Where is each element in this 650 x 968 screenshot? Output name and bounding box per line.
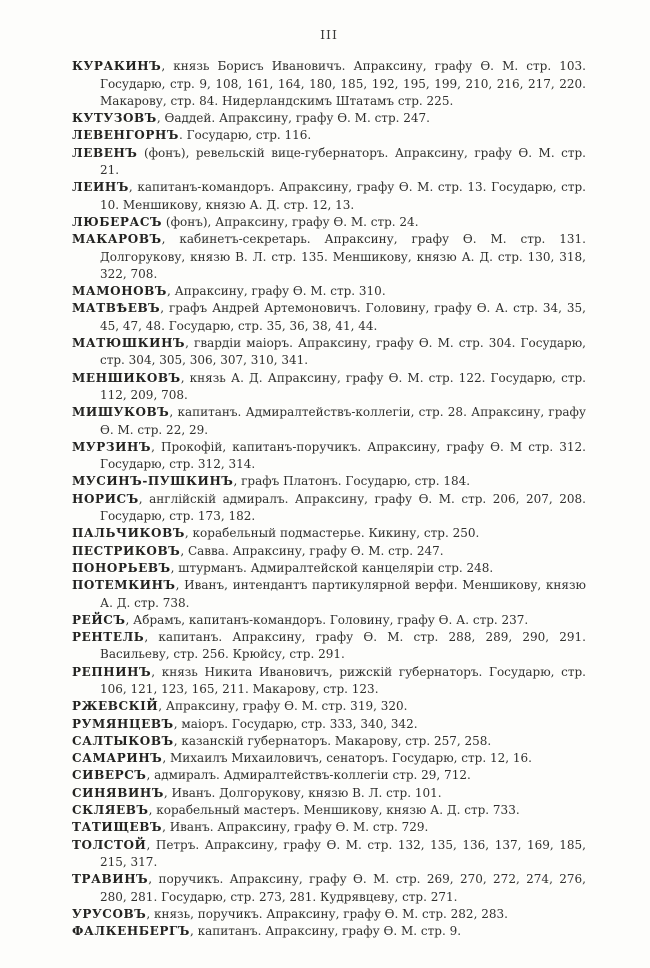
entry-headword: НОРИСЪ <box>72 491 139 506</box>
entry-text: , Петръ. Апраксину, графу Ѳ. М. стр. 132, 135, 136, 137, 169, 185, 215, 317. <box>100 837 586 869</box>
entry-headword: ТРАВИНЪ <box>72 872 149 887</box>
page-number: III <box>320 27 338 42</box>
index-entries <box>72 58 586 940</box>
entry-headword: РЕНТЕЛЬ <box>72 630 145 645</box>
index-entry <box>72 612 586 629</box>
entry-headword: МАТВѢЕВЪ <box>72 301 161 316</box>
entry-headword: ПОНОРЬЕВЪ <box>72 560 171 575</box>
entry-text: (фонъ), Апраксину, графу Ѳ. М. стр. 24. <box>162 214 419 229</box>
entry-headword: ЛЕИНЪ <box>72 180 129 195</box>
entry-headword: МЕНШИКОВЪ <box>72 370 181 385</box>
entry-text: , князь Борисъ Ивановичъ. Апраксину, графу Ѳ. М. стр. 103. Государю, стр. 9, 108, 161, 164, 180, 185, 192, 195, 199, 210, 216, 217, 220. Макарову, стр. 84. Нидерландскимъ Штатамъ стр. 225. <box>100 59 586 108</box>
entry-headword: КУТУЗОВЪ <box>72 111 157 126</box>
entry-text: , Апраксину, графу Ѳ. М. стр. 310. <box>167 284 386 299</box>
entry-text: , капитанъ. Апраксину, графу Ѳ. М. стр. 9. <box>189 924 462 939</box>
entry-headword: ЛЕВЕНЪ <box>72 145 138 160</box>
entry-text: , князь, поручикъ. Апраксину, графу Ѳ. М. стр. 282, 283. <box>146 906 508 921</box>
index-entry <box>72 214 586 231</box>
index-entry <box>72 110 586 127</box>
entry-headword: РЖЕВСКІЙ <box>72 699 159 714</box>
entry-text: , Абрамъ, капитанъ-командоръ. Головину, графу Ѳ. А. стр. 237. <box>125 612 529 627</box>
index-entry <box>72 767 586 784</box>
entry-text: , князь А. Д. Апраксину, графу Ѳ. М. стр. 122. Государю, стр. 112, 209, 708. <box>100 370 586 402</box>
index-entry <box>72 716 586 733</box>
entry-headword: САЛТЫКОВЪ <box>72 733 174 748</box>
entry-text: , графъ Андрей Артемоновичъ. Головину, графу Ѳ. А. стр. 34, 35, 45, 47, 48. Государю, стр. 35, 36, 38, 41, 44. <box>100 301 586 333</box>
entry-headword: МУРЗИНЪ <box>72 439 152 454</box>
index-entry <box>72 473 586 490</box>
entry-headword: ПАЛЬЧИКОВЪ <box>72 526 185 541</box>
entry-headword: РЕПНИНЪ <box>72 664 152 679</box>
entry-headword: СКЛЯЕВЪ <box>72 803 149 818</box>
entry-text: , Иванъ. Долгорукову, князю В. Л. стр. 101. <box>163 785 442 800</box>
entry-text: , графъ Платонъ. Государю, стр. 184. <box>233 474 471 489</box>
entry-text: , князь Никита Ивановичъ, рижскій губернаторъ. Государю, стр. 106, 121, 123, 165, 211. Макарову, стр. 123. <box>100 664 586 696</box>
index-entry <box>72 733 586 750</box>
entry-text: , капитанъ. Апраксину, графу Ѳ. М. стр. 288, 289, 290, 291. Васильеву, стр. 256. Крюйсу, стр. 291. <box>100 630 586 662</box>
index-entry <box>72 525 586 542</box>
entry-text: , корабельный подмастерье. Кикину, стр. 250. <box>184 526 480 541</box>
entry-headword: УРУСОВЪ <box>72 906 147 921</box>
entry-text: , англійскій адмиралъ. Апраксину, графу Ѳ. М. стр. 206, 207, 208. Государю, стр. 173, 182. <box>100 491 586 524</box>
index-entry <box>72 543 586 560</box>
index-entry <box>72 560 586 577</box>
index-entry <box>72 127 586 144</box>
index-entry <box>72 923 586 940</box>
entry-headword: МАМОНОВЪ <box>72 284 168 299</box>
index-entry <box>72 491 586 526</box>
index-entry <box>72 819 586 836</box>
entry-text: , казанскій губернаторъ. Макарову, стр. 257, 258. <box>173 733 492 748</box>
entry-headword: МАТЮШКИНЪ <box>72 336 186 351</box>
index-entry <box>72 370 586 405</box>
entry-headword: РУМЯНЦЕВЪ <box>72 716 174 731</box>
entry-text: , поручикъ. Апраксину, графу Ѳ. М. стр. 269, 270, 272, 274, 276, 280, 281. Государю, стр. 273, 281. Кудрявцеву, стр. 271. <box>100 872 586 904</box>
entry-text: , гвардіи маіоръ. Апраксину, графу Ѳ. М. стр. 304. Государю, стр. 304, 305, 306, 307, 310, 341. <box>100 336 586 368</box>
entry-text: , Савва. Апраксину, графу Ѳ. М. стр. 247. <box>180 543 444 558</box>
entry-text: , капитанъ. Адмиралтействъ-коллегіи, стр. 28. Апраксину, графу Ѳ. М. стр. 22, 29. <box>100 405 586 437</box>
index-entry <box>72 802 586 819</box>
entry-text: , адмиралъ. Адмиралтействъ-коллегіи стр. 29, 712. <box>146 768 471 783</box>
entry-text: , Ѳаддей. Апраксину, графу Ѳ. М. стр. 247. <box>156 111 430 126</box>
index-entry <box>72 439 586 474</box>
index-entry <box>72 404 586 439</box>
entry-text: , Апраксину, графу Ѳ. М. стр. 319, 320. <box>158 699 408 714</box>
entry-headword: МАКАРОВЪ <box>72 232 162 247</box>
entry-text: (фонъ), ревельскій вице-губернаторъ. Апраксину, графу Ѳ. М. стр. 21. <box>100 145 586 178</box>
index-entry <box>72 750 586 767</box>
index-entry <box>72 58 586 110</box>
entry-text: , штурманъ. Адмиралтейской канцеляріи стр. 248. <box>170 560 494 575</box>
index-entry <box>72 179 586 214</box>
entry-headword: КУРАКИНЪ <box>72 59 162 74</box>
entry-headword: МИШУКОВЪ <box>72 405 170 420</box>
entry-text: . Государю, стр. 116. <box>178 128 312 143</box>
entry-text: , Иванъ, интендантъ партикулярной верфи. Меншикову, князю А. Д. стр. 738. <box>100 578 586 610</box>
index-entry <box>72 629 586 664</box>
entry-headword: ЛЮБЕРАСЪ <box>72 214 163 229</box>
entry-headword: ТАТИЩЕВЪ <box>72 820 163 835</box>
entry-headword: ПЕСТРИКОВЪ <box>72 543 181 558</box>
entry-text: , корабельный мастеръ. Меншикову, князю А. Д. стр. 733. <box>148 803 520 818</box>
entry-headword: САМАРИНЪ <box>72 751 163 766</box>
index-entry <box>72 577 586 612</box>
index-entry <box>72 145 586 180</box>
entry-text: , маіоръ. Государю, стр. 333, 340, 342. <box>173 716 418 731</box>
index-entry <box>72 664 586 699</box>
entry-headword: МУСИНЪ-ПУШКИНЪ <box>72 474 234 489</box>
index-entry <box>72 906 586 923</box>
index-entry <box>72 300 586 335</box>
entry-headword: ПОТЕМКИНЪ <box>72 578 176 593</box>
entry-headword: ЛЕВЕНГОРНЪ <box>72 128 179 143</box>
entry-text: , кабинетъ-секретарь. Апраксину, графу Ѳ. М. стр. 131. Долгорукову, князю В. Л. стр. 135. Меншикову, князю А. Д. стр. 130, 318, 322, 708. <box>100 232 586 281</box>
index-entry <box>72 871 586 906</box>
entry-text: , Прокофій, капитанъ-поручикъ. Апраксину, графу Ѳ. М стр. 312. Государю, стр. 312, 314. <box>100 439 586 472</box>
entry-headword: ФАЛКЕНБЕРГЪ <box>72 924 190 939</box>
entry-headword: РЕЙСЪ <box>72 612 126 627</box>
index-entry <box>72 283 586 300</box>
entry-headword: ТОЛСТОЙ <box>72 837 147 852</box>
entry-text: , Михаилъ Михаиловичъ, сенаторъ. Государю, стр. 12, 16. <box>162 751 532 766</box>
entry-headword: СИВЕРСЪ <box>72 768 147 783</box>
index-entry <box>72 698 586 715</box>
index-entry <box>72 335 586 370</box>
entry-text: , капитанъ-командоръ. Апраксину, графу Ѳ. М. стр. 13. Государю, стр. 10. Меншикову, князю А. Д. стр. 12, 13. <box>100 180 586 212</box>
entry-headword: СИНЯВИНЪ <box>72 785 164 800</box>
index-entry <box>72 837 586 872</box>
index-entry <box>72 231 586 283</box>
entry-text: , Иванъ. Апраксину, графу Ѳ. М. стр. 729. <box>162 820 429 835</box>
index-entry <box>72 785 586 802</box>
